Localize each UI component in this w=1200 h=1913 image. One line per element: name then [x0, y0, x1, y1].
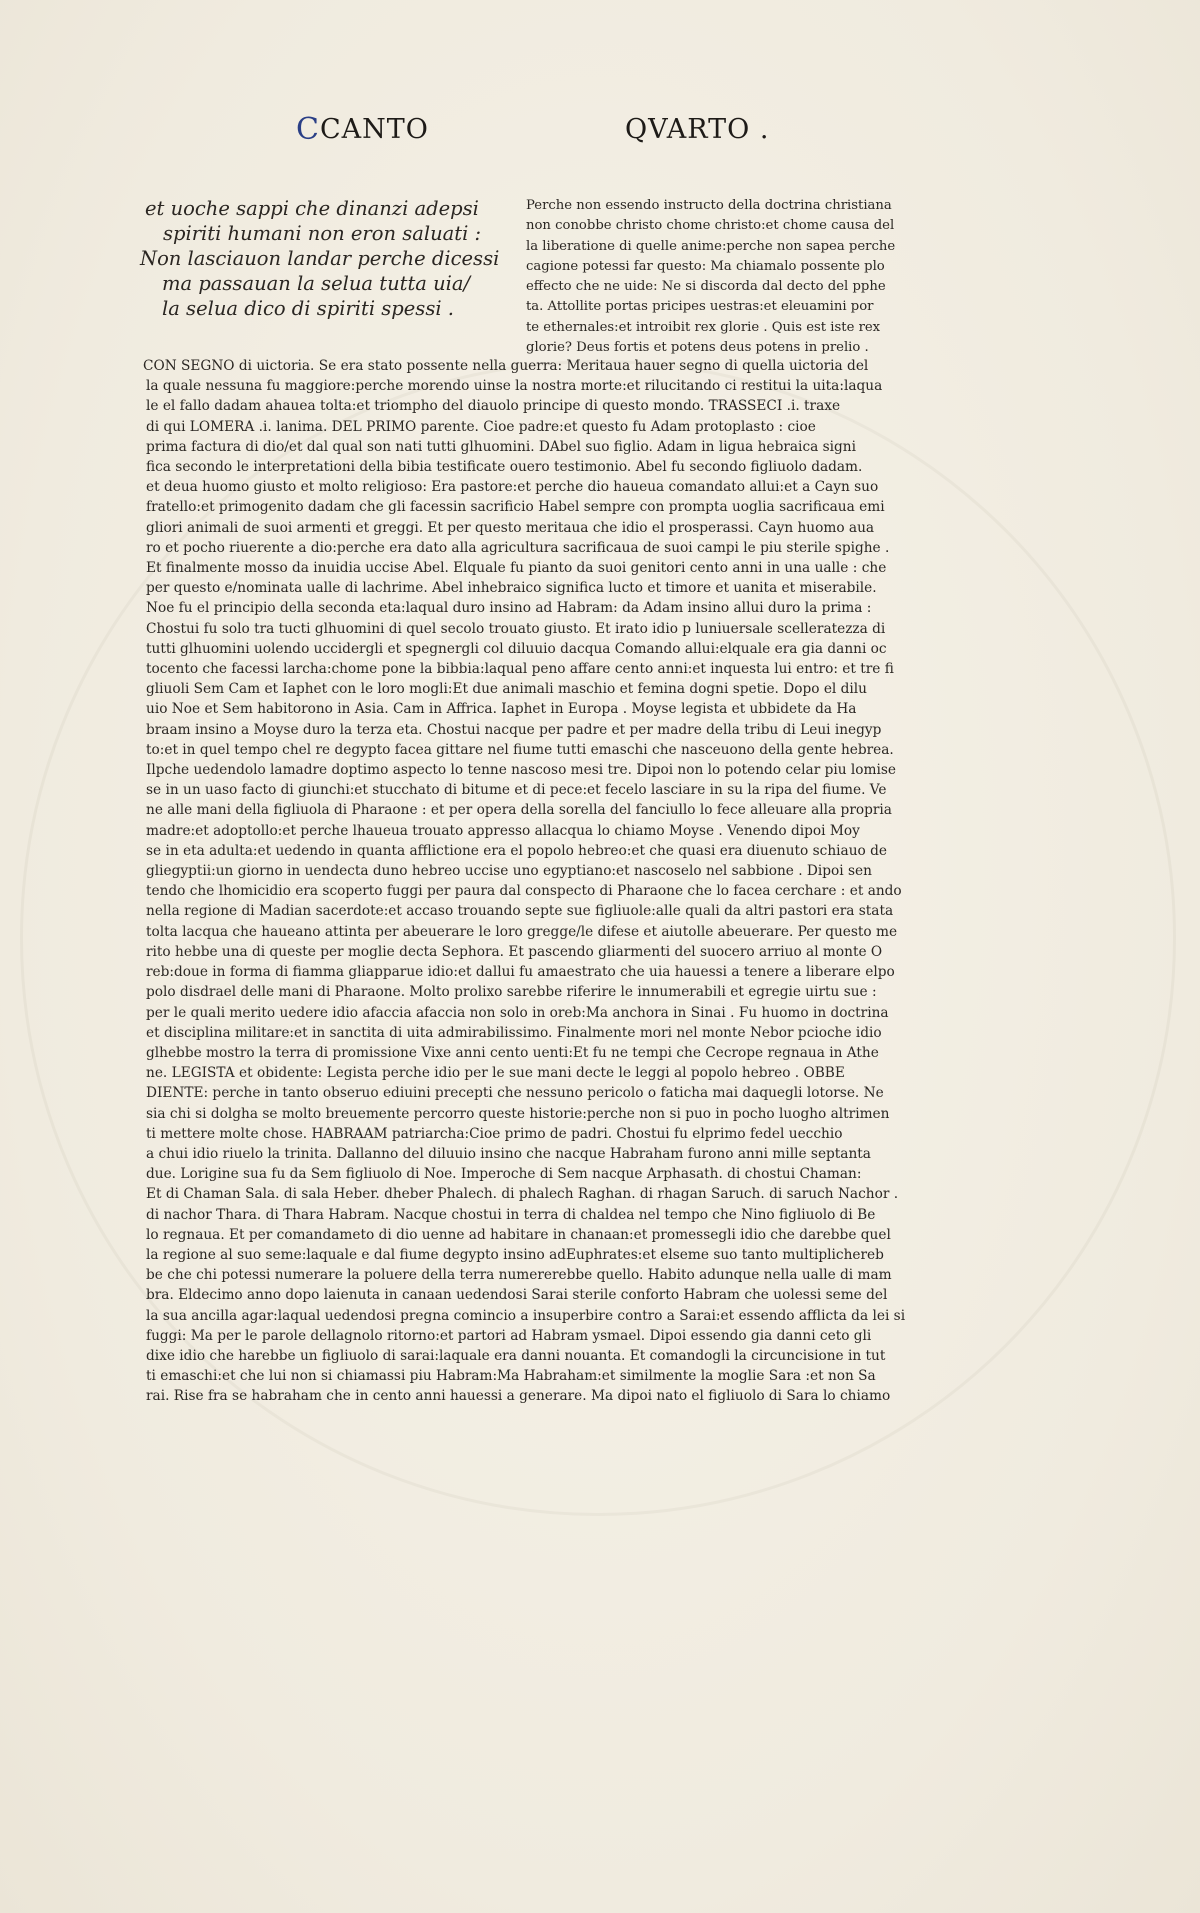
commentary-line: Perche non essendo instructo della doctrina christiana: [526, 198, 892, 213]
commentary-line: due. Lorigine sua fu da Sem figliuolo di Noe. Imperoche di Sem nacque Arphasath. di chostui Chaman:: [146, 1166, 862, 1183]
commentary-line: la sua ancilla agar:laqual uedendosi pregna comincio a insuperbire contro a Sarai:et essendo afflicta da lei si: [146, 1307, 906, 1324]
commentary-line: to:et in quel tempo chel re degypto facea gittare nel fiume tutti emaschi che nasceuono della gente hebrea.: [146, 741, 894, 758]
commentary-line: la quale nessuna fu maggiore:perche morendo uinse la nostra morte:et rilucitando ci restitui la uita:laqua: [146, 378, 883, 395]
commentary-line: fica secondo le interpretationi della bibia testificate ouero testimonio. Abel fu secondo figliuolo dadam.: [146, 459, 863, 476]
commentary-line: fuggi: Ma per le parole dellagnolo ritorno:et partori ad Habram ysmael. Dipoi essendo gia danni ceto gli: [146, 1327, 872, 1344]
commentary-line: rito hebbe una di queste per moglie decta Sephora. Et pascendo gliarmenti del suocero arriuo al monte O: [146, 943, 883, 960]
commentary-line: per questo e/nominata ualle di lachrime. Abel inhebraico significa lucto et timore et uanita et miserabile.: [146, 580, 877, 597]
commentary-line: prima factura di dio/et dal qual son nati tutti glhuomini. DAbel suo figlio. Adam in ligua hebraica signi: [146, 438, 856, 455]
commentary-line: tendo che lhomicidio era scoperto fuggi per paura dal conspecto di Pharaone che lo facea cerchare : et ando: [146, 883, 902, 900]
commentary-line: fratello:et primogenito dadam che gli facessin sacrificio Habel sempre con prompta uoglia sacrificaua emi: [146, 499, 885, 516]
commentary-line: reb:doue in forma di fiamma gliapparue idio:et dallui fu amaestrato che uia hauessi a tenere a liberare elpo: [146, 964, 895, 981]
commentary-line: tocento che facessi larcha:chome pone la bibbia:laqual peno affare cento anni:et inquesta lui entro: et tre fi: [146, 661, 894, 678]
header-quarto: QVARTO .: [625, 114, 770, 145]
commentary-line: ti mettere molte chose. HABRAAM patriarcha:Cioe primo de padri. Chostui fu elprimo fedel uecchio: [146, 1125, 843, 1142]
commentary-line: non conobbe christo chome christo:et chome causa del: [526, 218, 895, 234]
commentary-line: et deua huomo giusto et molto religioso: Era pastore:et perche dio haueua comandato allui:et a Cayn suo: [146, 479, 879, 496]
commentary-line: Noe fu el principio della seconda eta:laqual duro insino ad Habram: da Adam insino allui duro la prima :: [146, 600, 872, 617]
commentary-line: madre:et adoptollo:et perche lhaueua trouato appresso allacqua lo chiamo Moyse . Venendo dipoi Moy: [146, 822, 860, 839]
commentary-line: nella regione di Madian sacerdote:et accaso trouando septe sue figliuole:alle quali da altri pastori era stata: [146, 903, 894, 920]
commentary-line: glhebbe mostro la terra di promissione Vixe anni cento uenti:Et fu ne tempi che Cecrope regnaua in Athe: [146, 1044, 879, 1061]
commentary-line: se in un uaso facto di giunchi:et stucchato di bitume et di pece:et fecelo lasciare in su la ripa del fiume. Ve: [146, 782, 887, 799]
commentary-line: Et finalmente mosso da inuidia uccise Abel. Elquale fu pianto da suoi genitori cento anni in una ualle : che: [146, 560, 887, 577]
commentary-line: braam insino a Moyse duro la terza eta. Chostui nacque per padre et per madre della tribu di Leui inegyp: [146, 721, 882, 738]
verse-block: [140, 196, 500, 321]
commentary-line: Et di Chaman Sala. di sala Heber. dheber Phalech. di phalech Raghan. di rhagan Saruch. di saruch Nachor .: [146, 1186, 899, 1203]
commentary-line: per le quali merito uedere idio afaccia afaccia non solo in oreb:Ma anchora in Sinai . Fu huomo in doctrina: [146, 1004, 889, 1021]
commentary-line: Chostui fu solo tra tucti glhuomini di quel secolo trouato giusto. Et irato idio p luniuersale scelleratezza di: [146, 620, 886, 637]
commentary-line: le el fallo dadam ahauea tolta:et triompho del diauolo principe di questo mondo. TRASSECI .i. traxe: [146, 398, 841, 415]
commentary-line: di qui LOMERA .i. lanima. DEL PRIMO parente. Cioe padre:et questo fu Adam protoplasto : cioe: [146, 418, 816, 435]
commentary-line: gliegyptii:un giorno in uendecta duno hebreo uccise uno egyptiano:et nascoselo nel sabbione . Dipoi sen: [146, 863, 872, 880]
verse-line: spiriti humani non eron saluati :: [163, 222, 482, 245]
verse-line: et uoche sappi che dinanzi adepsi: [145, 197, 479, 220]
verse-line: Non lasciauon landar perche dicessi: [140, 247, 500, 270]
rubricated-initial: C: [296, 112, 320, 147]
commentary-line: bra. Eldecimo anno dopo laienuta in canaan uedendosi Sarai sterile conforto Habram che uolessi seme del: [146, 1287, 888, 1304]
commentary-line: DIENTE: perche in tanto obseruo ediuini precepti che nessuno pericolo o faticha mai daquegli lotorse. Ne: [146, 1085, 884, 1102]
verse-line: la selua dico di spiriti spessi .: [162, 297, 454, 320]
commentary-line: rai. Rise fra se habraham che in cento anni hauessi a generare. Ma dipoi nato el figliuolo di Sara lo chiamo: [146, 1388, 891, 1405]
commentary-right-column: [526, 196, 938, 358]
header-canto: CANTO: [320, 114, 429, 145]
commentary-line: polo disdrael delle mani di Pharaone. Molto prolixo sarebbe riferire le innumerabili et egregie uirtu sue :: [146, 984, 877, 1001]
commentary-line: glorie? Deus fortis et potens deus potens in prelio .: [526, 340, 869, 356]
commentary-line: tolta lacqua che haueano attinta per abeuerare le loro gregge/le difese et aiutolle abeuerare. Per questo me: [146, 923, 898, 940]
commentary-line: effecto che ne uide: Ne si discorda dal decto del pphe: [526, 279, 886, 295]
verse-line: ma passauan la selua tutta uia/: [162, 272, 471, 295]
commentary-line: te ethernales:et introibit rex glorie . Quis est iste rex: [526, 319, 881, 335]
commentary-line: tutti glhuomini uolendo uccidergli et spegnergli col diluuio dacqua Comando allui:elquale era gia danni oc: [146, 640, 887, 657]
commentary-line: dixe idio che harebbe un figliuolo di sarai:laquale era danni nouanta. Et comandogli la circuncisione in tut: [146, 1347, 886, 1364]
commentary-line: et disciplina militare:et in sanctita di uita admirabilissimo. Finalmente mori nel monte Nebor pcioche idio: [146, 1024, 882, 1041]
commentary-line: la liberatione di quelle anime:perche non sapea perche: [526, 238, 896, 254]
commentary-line: sia chi si dolgha se molto breuemente percorro queste historie:perche non si puo in pocho luogho altrimen: [146, 1105, 890, 1122]
commentary-line: lo regnaua. Et per comandameto di dio uenne ad habitare in chanaan:et promessegli idio che darebbe quel: [146, 1226, 891, 1243]
commentary-line: gliuoli Sem Cam et Iaphet con le loro mogli:Et due animali maschio et femina dogni spetie. Dopo el dilu: [146, 681, 867, 698]
commentary-line: gliori animali de suoi armenti et greggi. Et per questo meritaua che idio el prosperassi. Cayn huomo aua: [146, 519, 875, 536]
commentary-line: ti emaschi:et che lui non si chiamassi piu Habram:Ma Habraham:et similmente la moglie Sara :et non Sa: [146, 1368, 876, 1385]
commentary-main-block: [143, 356, 942, 1407]
commentary-line: ne alle mani della figliuola di Pharaone : et per opera della sorella del fanciullo lo fece alleuare alla propria: [146, 802, 892, 819]
commentary-line: uio Noe et Sem habitorono in Asia. Cam in Affrica. Iaphet in Europa . Moyse legista et ubbidete da Ha: [146, 701, 857, 718]
commentary-line: ne. LEGISTA et obidente: Legista perche idio per le sue mani decte le leggi al popolo hebreo . OBBE: [146, 1065, 845, 1082]
commentary-line: la regione al suo seme:laquale e dal fiume degypto insino adEuphrates:et elseme suo tanto multiplichereb: [146, 1246, 884, 1263]
commentary-line: di nachor Thara. di Thara Habram. Nacque chostui in terra di chaldea nel tempo che Nino figliuolo di Be: [146, 1206, 876, 1223]
commentary-line: ro et pocho riuerente a dio:perche era dato alla agricultura sacrificaua de suoi campi le piu sterile spighe .: [146, 539, 890, 556]
commentary-line: Ilpche uedendolo lamadre doptimo aspecto lo tenne nascoso mesi tre. Dipoi non lo potendo celar piu lomise: [146, 762, 896, 779]
commentary-line: CON SEGNO di uictoria. Se era stato possente nella guerra: Meritaua hauer segno di quella uictoria del: [143, 358, 869, 374]
page-header: [0, 112, 1200, 152]
commentary-line: a chui idio riuelo la trinita. Dallanno del diluuio insino che nacque Habraham furono anni mille septanta: [146, 1145, 871, 1162]
commentary-line: se in eta adulta:et uedendo in quanta afflictione era el popolo hebreo:et che quasi era diuenuto schiauo de: [146, 842, 887, 859]
commentary-line: ta. Attollite portas pricipes uestras:et eleuamini por: [526, 299, 874, 315]
commentary-line: cagione potessi far questo: Ma chiamalo possente plo: [526, 258, 885, 274]
commentary-line: be che chi potessi numerare la poluere della terra numererebbe quello. Habito adunque nella ualle di mam: [146, 1267, 892, 1284]
